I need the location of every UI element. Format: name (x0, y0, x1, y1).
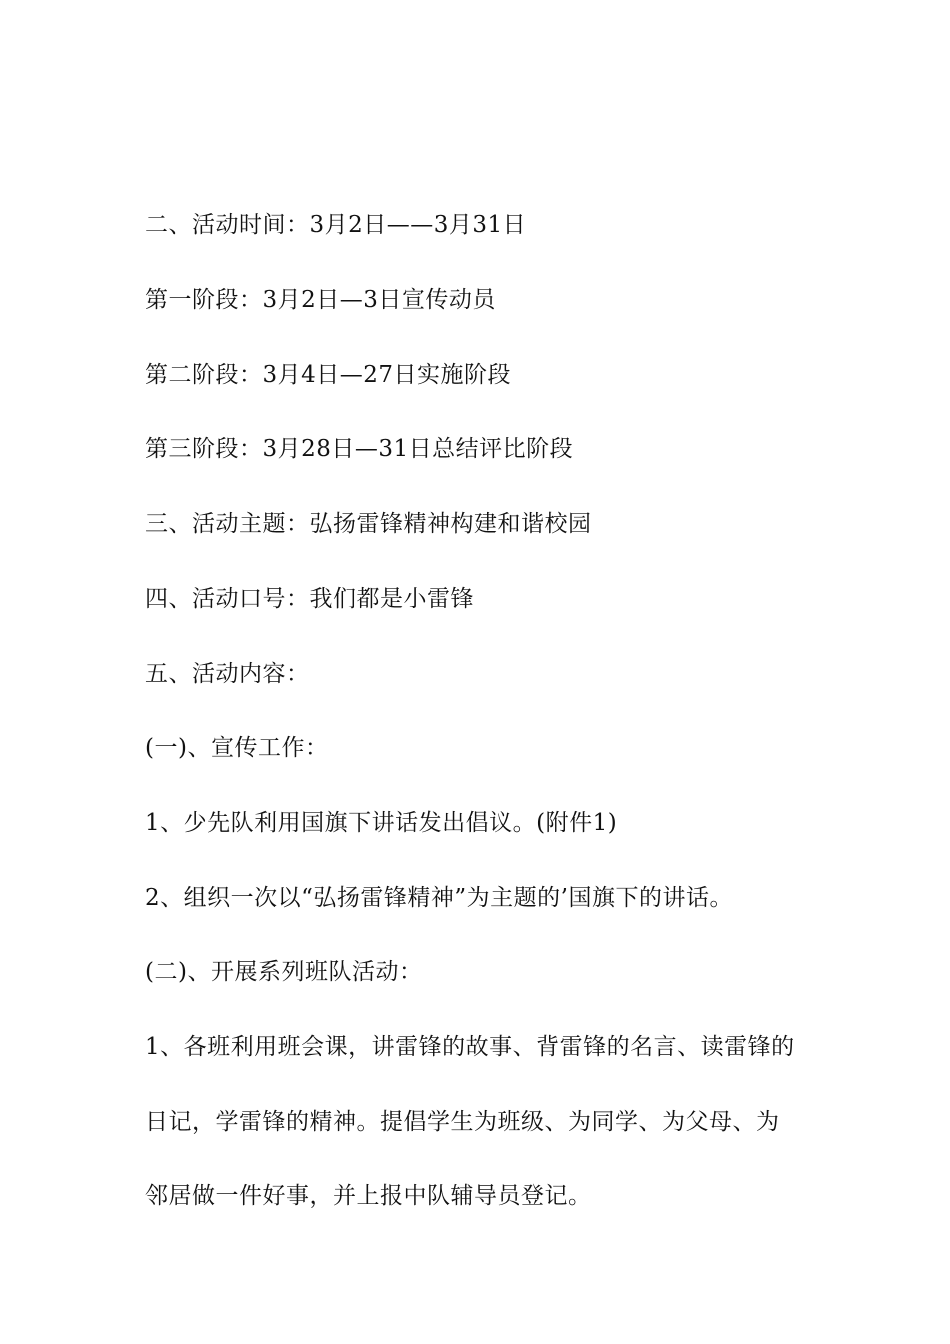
phase-one: 第一阶段：3月2日—3日宣传动员 (145, 287, 496, 313)
publicity-item-2: 2、组织一次以“弘扬雷锋精神”为主题的’国旗下的讲话。 (145, 885, 733, 911)
class-activity-item-1-line-1: 1、各班利用班会课，讲雷锋的故事、背雷锋的名言、读雷锋的 (145, 1034, 795, 1060)
section-activity-slogan: 四、活动口号：我们都是小雷锋 (145, 586, 474, 612)
phase-three: 第三阶段：3月28日—31日总结评比阶段 (145, 436, 574, 462)
subsection-class-activities: (二)、开展系列班队活动： (145, 959, 423, 985)
section-activity-content: 五、活动内容： (145, 661, 310, 687)
section-activity-theme: 三、活动主题：弘扬雷锋精神构建和谐校园 (145, 511, 592, 537)
subsection-publicity: (一)、宣传工作： (145, 735, 329, 761)
class-activity-item-1-line-2: 日记，学雷锋的精神。提倡学生为班级、为同学、为父母、为 (145, 1109, 780, 1135)
publicity-item-1: 1、少先队利用国旗下讲话发出倡议。(附件1) (145, 810, 618, 836)
section-activity-time: 二、活动时间：3月2日——3月31日 (145, 212, 527, 238)
phase-two: 第二阶段：3月4日—27日实施阶段 (145, 362, 512, 388)
class-activity-item-1-line-3: 邻居做一件好事，并上报中队辅导员登记。 (145, 1183, 592, 1209)
